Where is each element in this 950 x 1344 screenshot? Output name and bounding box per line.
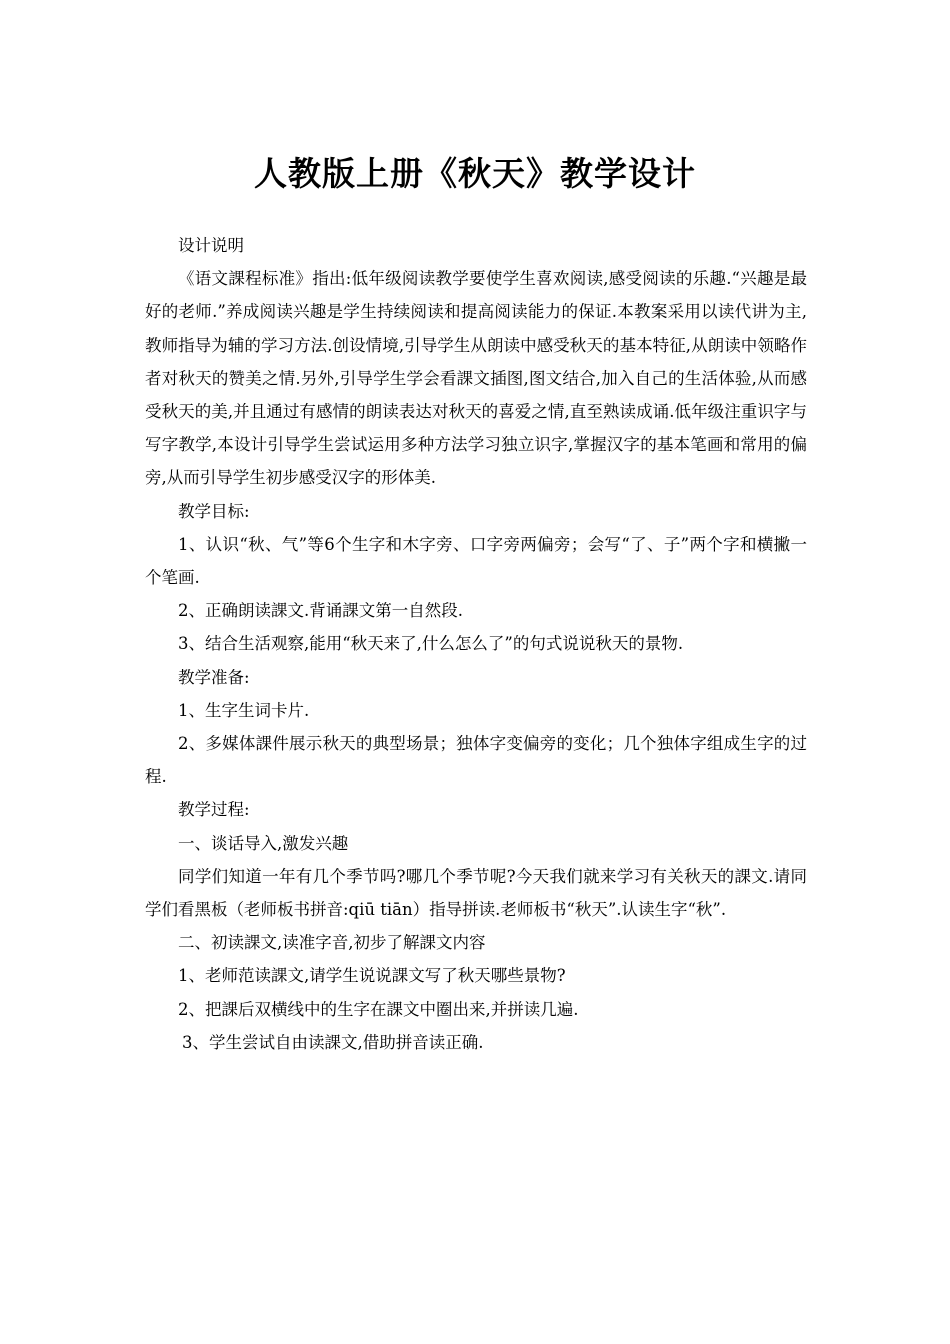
section-heading-preparation: 教学准备: [178, 667, 250, 687]
section-heading-design-notes: 设计说明 [178, 236, 244, 255]
process-item: 1、老师范读課文,请学生说说課文写了秋天哪些景物? [178, 966, 566, 986]
process-item: 3、学生尝试自由读課文,借助拼音读正确. [182, 1032, 484, 1052]
preparation-item: 2、多媒体課件展示秋天的典型场景；独体字变偏旁的变化；几个独体字组成生字的过程. [145, 734, 807, 787]
section-heading-process: 教学过程: [178, 800, 250, 820]
document-title: 人教版上册《秋天》教学设计 [254, 154, 696, 194]
objective-item: 2、正确朗读課文.背诵課文第一自然段. [178, 601, 463, 621]
objective-item: 3、结合生活观察,能用“秋天来了,什么怎么了”的句式说说秋天的景物. [178, 634, 684, 654]
design-notes-paragraph: 《语文課程标准》指出:低年级阅读教学要使学生喜欢阅读,感受阅读的乐趣.“兴趣是最好的老师.”养成阅读兴趣是学生持续阅读和提高阅读能力的保证.本教案采用以读代讲为主,教师指导为辅的学习方法.创设情境,引导学生从朗读中感受秋天的基本特征,从朗读中领略作者对秋天的赞美之情.另外,引导学生学会看課文插图,图文结合,加入自己的生活体验,从而感受秋天的美,并且通过有感情的朗读表达对秋天的喜爱之情,直至熟读成诵.低年级注重识字与写字教学,本设计引导学生尝试运用多种方法学习独立识字,掌握汉字的基本笔画和常用的偏旁,从而引导学生初步感受汉字的形体美. [145, 269, 807, 488]
process-paragraph: 同学们知道一年有几个季节吗?哪几个季节呢?今天我们就来学习有关秋天的課文.请同学们看黑板（老师板书拼音:qiū tiān）指导拼读.老师板书“秋天”.认读生字“秋”. [145, 866, 807, 920]
objective-item: 1、认识“秋、气”等6个生字和木字旁、口字旁两偏旁；会写“了、子”两个字和横撇一个笔画. [145, 534, 807, 588]
process-item: 2、把課后双横线中的生字在課文中圈出来,并拼读几遍. [178, 999, 579, 1019]
preparation-item: 1、生字生词卡片. [178, 700, 310, 720]
process-step-heading: 一、谈话导入,激发兴趣 [178, 833, 349, 853]
document-body [145, 229, 807, 1059]
section-heading-objectives: 教学目标: [178, 501, 250, 521]
process-step-heading: 二、初读課文,读准字音,初步了解課文内容 [178, 933, 486, 953]
